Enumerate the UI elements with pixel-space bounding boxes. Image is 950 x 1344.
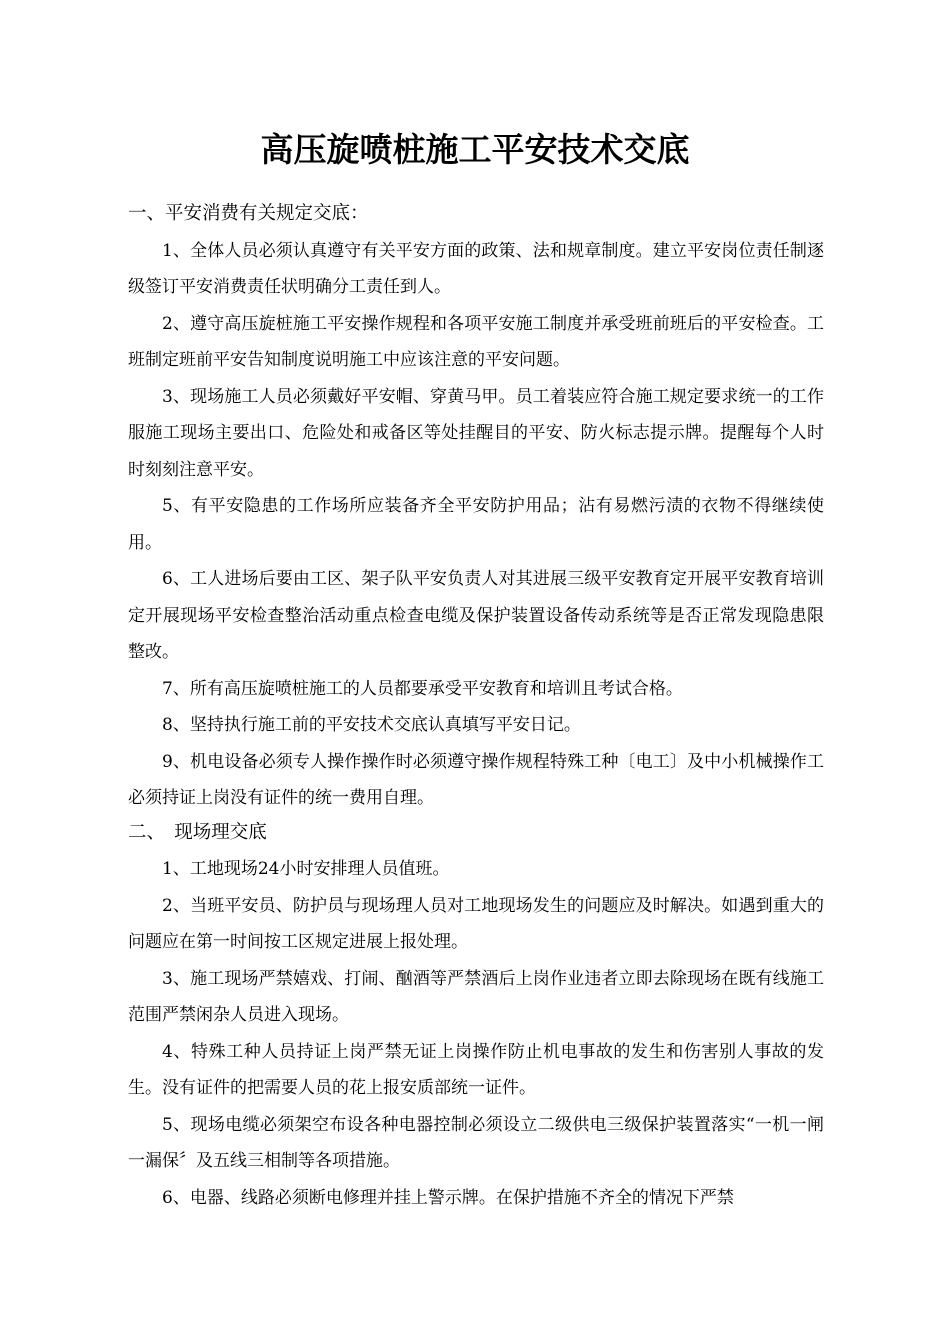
paragraph: 3、施工现场严禁嬉戏、打闹、酗酒等严禁酒后上岗作业违者立即去除现场在既有线施工范围严禁闲杂人员进入现场。 <box>128 968 824 1025</box>
paragraph: 5、现场电缆必须架空布设各种电器控制必须设立二级供电三级保护装置落实“一机一闸一漏保〞及五线三相制等各项措施。 <box>128 1114 824 1171</box>
paragraph: 6、电器、线路必须断电修理并挂上警示牌。在保护措施不齐全的情况下严禁 <box>162 1187 734 1208</box>
document-body <box>128 196 824 1216</box>
section-heading: 一、平安消费有关规定交底： <box>128 203 369 224</box>
paragraph: 3、现场施工人员必须戴好平安帽、穿黄马甲。员工着装应符合施工规定要求统一的工作服施工现场主要出口、危险处和戒备区等处挂醒目的平安、防火标志提示牌。提醒每个人时时刻刻注意平安。 <box>128 386 824 480</box>
paragraph: 2、遵守高压旋桩施工平安操作规程和各项平安施工制度并承受班前班后的平安检查。工班制定班前平安告知制度说明施工中应该注意的平安问题。 <box>128 313 824 370</box>
paragraph: 1、全体人员必须认真遵守有关平安方面的政策、法和规章制度。建立平安岗位责任制逐级签订平安消费责任状明确分工责任到人。 <box>128 240 824 297</box>
paragraph: 4、特殊工种人员持证上岗严禁无证上岗操作防止机电事故的发生和伤害别人事故的发生。没有证件的把需要人员的花上报安质部统一证件。 <box>128 1041 824 1098</box>
paragraph: 5、有平安隐患的工作场所应装备齐全平安防护用品；沾有易燃污渍的衣物不得继续使用。 <box>128 496 824 553</box>
paragraph: 6、工人进场后要由工区、架子队平安负责人对其进展三级平安教育定开展平安教育培训定开展现场平安检查整治活动重点检查电缆及保护装置设备传动系统等是否正常发现隐患限整改。 <box>128 569 824 662</box>
paragraph: 8、坚持执行施工前的平安技术交底认真填写平安日记。 <box>162 715 581 735</box>
paragraph: 1、工地现场24小时安排理人员值班。 <box>162 859 450 879</box>
paragraph: 2、当班平安员、防护员与现场理人员对工地现场发生的问题应及时解决。如遇到重大的问题应在第一时间按工区规定进展上报处理。 <box>128 895 824 952</box>
document-title: 高压旋喷桩施工平安技术交底 <box>260 130 690 169</box>
paragraph: 9、机电设备必须专人操作操作时必须遵守操作规程特殊工种〔电工〕及中小机械操作工必须持证上岗没有证件的统一费用自理。 <box>128 751 824 808</box>
section-heading: 二、 现场理交底 <box>128 821 267 843</box>
paragraph: 7、所有高压旋喷桩施工的人员都要承受平安教育和培训且考试合格。 <box>162 678 683 699</box>
